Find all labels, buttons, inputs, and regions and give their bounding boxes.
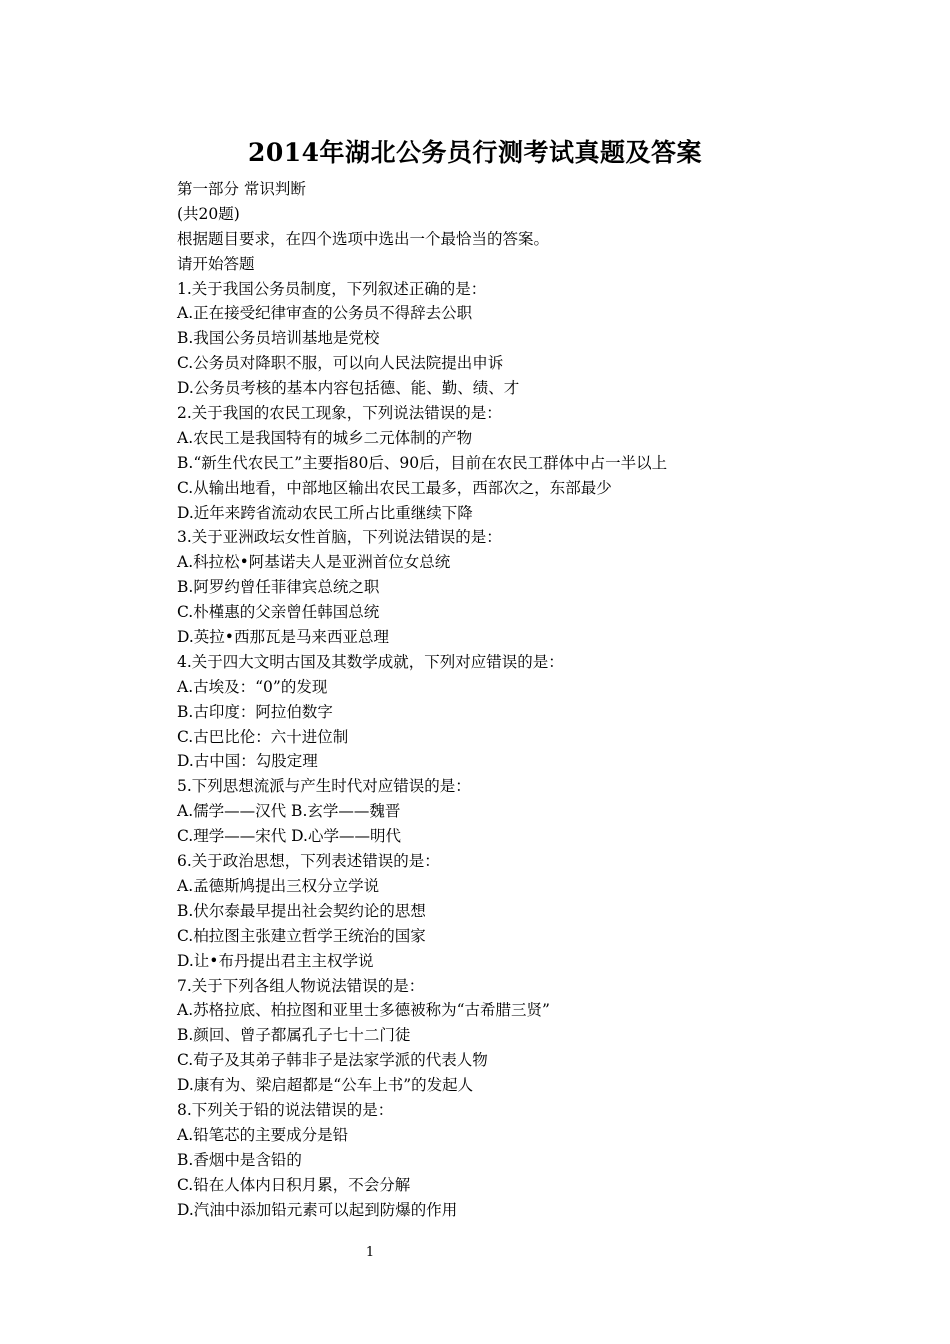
text-line: B.“新生代农民工”主要指80后、90后，目前在农民工群体中占一半以上 [177, 453, 668, 472]
text-line: B.我国公务员培训基地是党校 [177, 329, 380, 348]
text-line: A.苏格拉底、柏拉图和亚里士多德被称为“古希腊三贤” [177, 1001, 550, 1020]
text-line: C.公务员对降职不服，可以向人民法院提出申诉 [177, 354, 504, 373]
text-line: A.科拉松•阿基诺夫人是亚洲首位女总统 [177, 553, 451, 572]
text-line: 3.关于亚洲政坛女性首脑，下列说法错误的是： [177, 528, 502, 547]
text-line: 6.关于政治思想，下列表述错误的是： [177, 852, 440, 871]
text-line: (共20题) [177, 204, 240, 223]
text-line: 5.下列思想流派与产生时代对应错误的是： [177, 777, 471, 796]
text-line: D.英拉•西那瓦是马来西亚总理 [177, 628, 389, 647]
text-line: B.古印度：阿拉伯数字 [177, 702, 333, 721]
text-line: 请开始答题 [177, 254, 255, 273]
document-body [177, 177, 817, 1222]
text-line: 4.关于四大文明古国及其数学成就，下列对应错误的是： [177, 652, 564, 671]
document-title: 2014年湖北公务员行测考试真题及答案 [247, 138, 703, 167]
text-line: C.朴槿惠的父亲曾任韩国总统 [177, 603, 380, 622]
text-line: D.让•布丹提出君主主权学说 [177, 951, 374, 970]
text-line: D.汽油中添加铅元素可以起到防爆的作用 [177, 1200, 458, 1219]
text-line: D.古中国：勾股定理 [177, 752, 318, 771]
text-line: A.古埃及：“0”的发现 [177, 677, 328, 696]
text-line: C.古巴比伦：六十进位制 [177, 727, 349, 746]
text-line: 根据题目要求，在四个选项中选出一个最恰当的答案。 [177, 229, 550, 248]
text-line: C.荀子及其弟子韩非子是法家学派的代表人物 [177, 1051, 488, 1070]
text-line: C.从输出地看，中部地区输出农民工最多，西部次之，东部最少 [177, 478, 612, 497]
text-line: 第一部分 常识判断 [177, 180, 306, 198]
text-line: 7.关于下列各组人物说法错误的是： [177, 976, 425, 995]
text-line: A.正在接受纪律审查的公务员不得辞去公职 [177, 304, 473, 323]
text-line: A.铅笔芯的主要成分是铅 [177, 1125, 349, 1144]
text-line: A.农民工是我国特有的城乡二元体制的产物 [177, 428, 473, 447]
text-line: C.柏拉图主张建立哲学王统治的国家 [177, 926, 426, 945]
text-line: A.孟德斯鸠提出三权分立学说 [177, 876, 380, 895]
text-line: B.阿罗约曾任菲律宾总统之职 [177, 578, 380, 597]
text-line: D.公务员考核的基本内容包括德、能、勤、绩、才 [177, 379, 520, 398]
text-line: D.康有为、梁启超都是“公车上书”的发起人 [177, 1076, 474, 1095]
text-line: A.儒学——汉代 B.玄学——魏晋 [177, 802, 401, 821]
text-line: B.香烟中是含铅的 [177, 1150, 302, 1169]
text-line: B.颜回、曾子都属孔子七十二门徒 [177, 1026, 411, 1045]
text-line: 8.下列关于铅的说法错误的是： [177, 1100, 394, 1119]
text-line: D.近年来跨省流动农民工所占比重继续下降 [177, 503, 473, 522]
text-line: 2.关于我国的农民工现象，下列说法错误的是： [177, 404, 502, 423]
page-number: 1 [365, 1245, 375, 1260]
text-line: C.铅在人体内日积月累，不会分解 [177, 1175, 411, 1194]
text-line: B.伏尔泰最早提出社会契约论的思想 [177, 901, 426, 920]
text-line: C.理学——宋代 D.心学——明代 [177, 827, 401, 846]
text-line: 1.关于我国公务员制度，下列叙述正确的是： [177, 279, 487, 298]
